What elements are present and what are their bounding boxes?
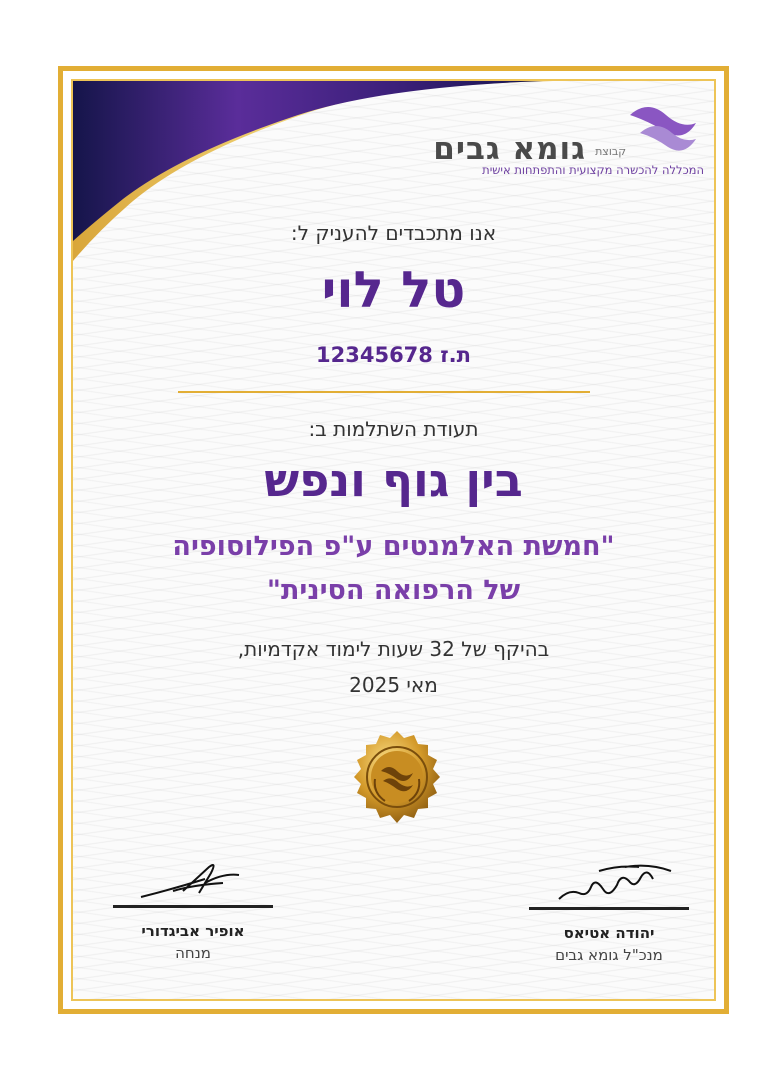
signature-scribble-right xyxy=(529,859,689,903)
signature-block-left xyxy=(113,861,273,962)
college-logo xyxy=(433,101,704,191)
intro-text: אנו מתכבדים להעניק ל: xyxy=(290,221,497,245)
signer-role-left: מנחה xyxy=(175,944,211,962)
signature-scribble-left xyxy=(113,861,273,901)
course-subtitle-line-1: "חמשת האלמנטים ע"פ הפילוסופיה xyxy=(172,531,615,562)
certificate-frame xyxy=(58,66,729,1014)
course-subtitle-line-2: של הרפואה הסינית" xyxy=(266,575,521,606)
logo-tagline: המכללה להכשרה מקצועית והתפתחות אישית xyxy=(482,163,704,177)
signature-block-right xyxy=(529,859,689,964)
signer-name-right: יהודה אטיאס xyxy=(563,924,655,942)
signature-line-left xyxy=(113,905,273,908)
certificate-date: מאי 2025 xyxy=(349,673,438,697)
signer-name-left: אופיר אביגדורי xyxy=(141,922,245,940)
wave-logo-icon xyxy=(626,101,698,161)
gold-seal-icon xyxy=(345,729,449,833)
certificate-body xyxy=(71,79,716,1001)
course-hours: בהיקף של 32 שעות לימוד אקדמיות, xyxy=(237,637,550,661)
gold-divider xyxy=(178,391,590,393)
recipient-name: טל לוי xyxy=(321,261,466,319)
recipient-id: ת.ז 12345678 xyxy=(316,343,471,367)
logo-name: גומא גבים xyxy=(433,131,586,167)
logo-prefix: קבוצת xyxy=(595,145,626,158)
signature-line-right xyxy=(529,907,689,910)
completion-label: תעודת השתלמות ב: xyxy=(308,417,479,441)
signer-role-right: מנכ"ל גומא גבים xyxy=(555,946,663,964)
course-title: בין גוף ונפש xyxy=(264,453,523,507)
